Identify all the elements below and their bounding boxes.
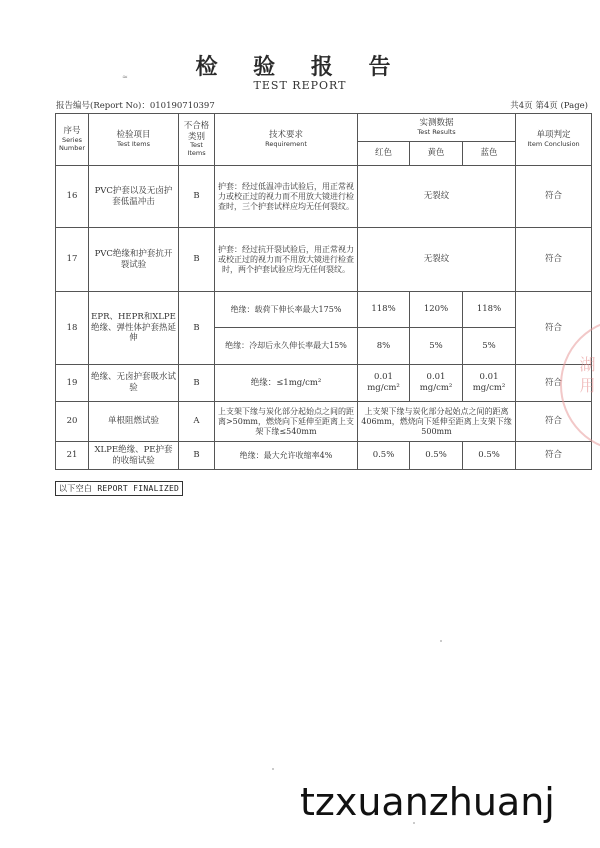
row-item: 绝缘、无卤护套吸水试验 — [89, 365, 179, 402]
row-number: 16 — [56, 166, 89, 228]
table-row — [56, 365, 592, 402]
scan-speck — [272, 768, 274, 770]
header-results: 实测数据 Test Results — [358, 114, 516, 142]
row-category: B — [179, 166, 215, 228]
row-category: B — [179, 292, 215, 365]
header-yellow: 黄色 — [410, 142, 463, 166]
header-row — [56, 114, 592, 142]
row-item: 单根阻燃试验 — [89, 402, 179, 442]
row-item: PVC绝缘和护套抗开裂试验 — [89, 228, 179, 292]
row-conclusion: 符合 — [516, 442, 592, 470]
table-row — [56, 228, 592, 292]
report-subtitle: TEST REPORT — [253, 79, 347, 92]
result-yellow: 5% — [410, 328, 463, 365]
result-red: 0.5% — [358, 442, 410, 470]
header-category: 不合格类别 Test Items — [179, 114, 215, 166]
row-requirement: 上支架下缘与炭化部分起始点之间的距离>50mm，燃烧向下延伸至距离上支架下缘≤540mm — [215, 402, 358, 442]
row-conclusion: 符合 — [516, 292, 592, 365]
row-requirement: 绝缘：最大允许收缩率4% — [215, 442, 358, 470]
report-number: 报告编号(Report No)：010190710397 — [56, 101, 215, 111]
test-results-table — [55, 113, 592, 470]
watermark-text: tzxuanzhuanj — [300, 780, 555, 824]
row-category: A — [179, 402, 215, 442]
row-requirement: 护套：经过低温冲击试验后，用正常视力或校正过的视力而不用放大镜进行检查时，三个护套试样应均无任何裂纹。 — [215, 166, 358, 228]
row-number: 17 — [56, 228, 89, 292]
row-item: EPR、HEPR和XLPE绝缘、弹性体护套热延伸 — [89, 292, 179, 365]
header-seq: 序号 Series Number — [56, 114, 89, 166]
row-requirement: 护套：经过抗开裂试验后，用正常视力或校正过的视力而不用放大镜进行检查时，两个护套试验应均无任何裂纹。 — [215, 228, 358, 292]
header-item: 检验项目 Test Items — [89, 114, 179, 166]
stamp-text: 湖 用 — [577, 356, 596, 394]
report-finalized-label: 以下空白 REPORT FINALIZED — [55, 481, 183, 496]
row-requirement: 绝缘：≤1mg/cm² — [215, 365, 358, 402]
result-blue: 0.01 mg/cm² — [463, 365, 516, 402]
row-category: B — [179, 365, 215, 402]
result-yellow: 0.5% — [410, 442, 463, 470]
row-conclusion: 符合 — [516, 166, 592, 228]
row-requirement: 绝缘：冷却后永久伸长率最大15% — [215, 328, 358, 365]
scan-mark: ≈ — [122, 73, 128, 81]
result-red: 0.01 mg/cm² — [358, 365, 410, 402]
row-item: XLPE绝缘、PE护套的收缩试验 — [89, 442, 179, 470]
result-blue: 5% — [463, 328, 516, 365]
row-category: B — [179, 228, 215, 292]
header-conclusion: 单项判定 Item Conclusion — [516, 114, 592, 166]
row-result: 无裂纹 — [358, 166, 516, 228]
row-category: B — [179, 442, 215, 470]
row-conclusion: 符合 — [516, 402, 592, 442]
row-number: 19 — [56, 365, 89, 402]
result-yellow: 120% — [410, 292, 463, 328]
table-row — [56, 292, 592, 328]
row-item: PVC护套以及无卤护套低温冲击 — [89, 166, 179, 228]
row-result: 无裂纹 — [358, 228, 516, 292]
header-blue: 蓝色 — [463, 142, 516, 166]
row-number: 20 — [56, 402, 89, 442]
result-red: 8% — [358, 328, 410, 365]
row-number: 21 — [56, 442, 89, 470]
result-blue: 0.5% — [463, 442, 516, 470]
table-row — [56, 442, 592, 470]
row-result: 上支架下缘与炭化部分起始点之间的距离406mm，燃烧向下延伸至距离上支架下缘500mm — [358, 402, 516, 442]
result-red: 118% — [358, 292, 410, 328]
table-row — [56, 166, 592, 228]
header-requirement: 技术要求 Requirement — [215, 114, 358, 166]
row-requirement: 绝缘：载荷下伸长率最大175% — [215, 292, 358, 328]
result-blue: 118% — [463, 292, 516, 328]
row-conclusion: 符合 — [516, 365, 592, 402]
row-number: 18 — [56, 292, 89, 365]
page-info: 共4页 第4页 (Page) — [510, 101, 588, 111]
scan-speck — [440, 640, 442, 642]
row-conclusion: 符合 — [516, 228, 592, 292]
header-red: 红色 — [358, 142, 410, 166]
table-row — [56, 402, 592, 442]
report-title: 检 验 报 告 — [195, 54, 405, 80]
result-yellow: 0.01 mg/cm² — [410, 365, 463, 402]
